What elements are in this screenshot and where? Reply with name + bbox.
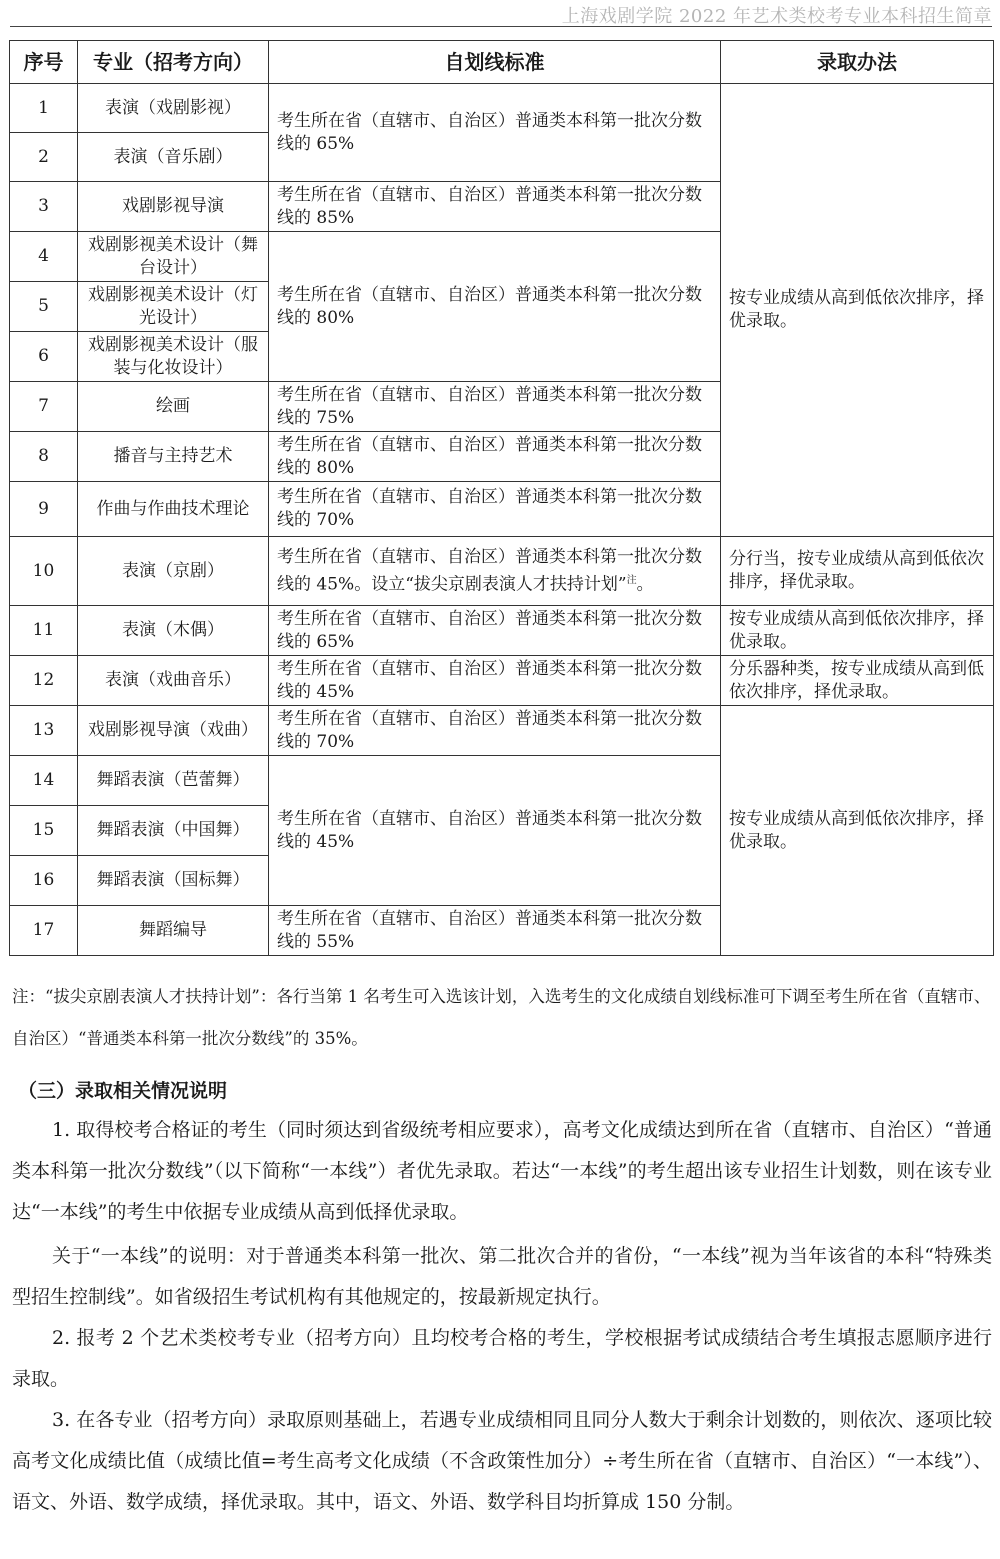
score-standard: 考生所在省（直辖市、自治区）普通类本科第一批次分数线的 70%: [269, 706, 721, 756]
header-standard: 自划线标准: [269, 41, 721, 84]
footnote-mark: 注: [626, 574, 637, 586]
admission-method: 按专业成绩从高到低依次排序，择优录取。: [721, 706, 994, 956]
table-row: [10, 84, 994, 133]
row-number: 11: [10, 606, 78, 656]
score-standard: 考生所在省（直辖市、自治区）普通类本科第一批次分数线的 45%: [269, 656, 721, 706]
major-name: 表演（京剧）: [78, 537, 269, 606]
header-method: 录取办法: [721, 41, 994, 84]
admission-method: 按专业成绩从高到低依次排序，择优录取。: [721, 606, 994, 656]
major-name: 戏剧影视美术设计（服装与化妆设计）: [78, 332, 269, 382]
score-standard: 考生所在省（直辖市、自治区）普通类本科第一批次分数线的 80%: [269, 432, 721, 482]
table-row: [10, 706, 994, 756]
header-no: 序号: [10, 41, 78, 84]
major-name: 戏剧影视导演（戏曲）: [78, 706, 269, 756]
major-name: 作曲与作曲技术理论: [78, 482, 269, 537]
row-number: 14: [10, 756, 78, 806]
major-name: 表演（音乐剧）: [78, 133, 269, 182]
table-row: [10, 537, 994, 606]
admission-method: 分行当，按专业成绩从高到低依次排序，择优录取。: [721, 537, 994, 606]
row-number: 4: [10, 232, 78, 282]
score-standard: 考生所在省（直辖市、自治区）普通类本科第一批次分数线的 65%: [269, 84, 721, 182]
major-name: 舞蹈表演（国标舞）: [78, 856, 269, 906]
admission-method: 分乐器种类，按专业成绩从高到低依次排序，择优录取。: [721, 656, 994, 706]
major-name: 绘画: [78, 382, 269, 432]
row-number: 10: [10, 537, 78, 606]
major-name: 舞蹈编导: [78, 906, 269, 956]
paragraph-rule-3: 3. 在各专业（招考方向）录取原则基础上，若遇专业成绩相同且同分人数大于剩余计划数的，则依次、逐项比较高考文化成绩比值（成绩比值=考生高考文化成绩（不含政策性加分）÷考生所在省（直辖市、自治区）“一本线”）、语文、外语、数学成绩，择优录取。其中，语文、外语、数学科目均折算成 150 分制。: [12, 1409, 992, 1513]
row-number: 3: [10, 182, 78, 232]
paragraph-rule-1: 1. 取得校考合格证的考生（同时须达到省级统考相应要求），高考文化成绩达到所在省（直辖市、自治区）“普通类本科第一批次分数线”（以下简称“一本线”）者优先录取。若达“一本线”的考生超出该专业招生计划数，则在该专业达“一本线”的考生中依据专业成绩从高到低择优录取。: [12, 1119, 992, 1223]
header-divider: [10, 26, 992, 27]
score-standard: 考生所在省（直辖市、自治区）普通类本科第一批次分数线的 80%: [269, 232, 721, 382]
row-number: 16: [10, 856, 78, 906]
major-name: 戏剧影视导演: [78, 182, 269, 232]
paragraph-rule-2: 2. 报考 2 个艺术类校考专业（招考方向）且均校考合格的考生，学校根据考试成绩结合考生填报志愿顺序进行录取。: [12, 1327, 992, 1390]
admission-table: [9, 40, 994, 956]
row-number: 17: [10, 906, 78, 956]
score-standard: 考生所在省（直辖市、自治区）普通类本科第一批次分数线的 45%: [269, 756, 721, 906]
table-row: [10, 606, 994, 656]
major-name: 戏剧影视美术设计（灯光设计）: [78, 282, 269, 332]
row-number: 6: [10, 332, 78, 382]
major-name: 表演（木偶）: [78, 606, 269, 656]
admission-method: 按专业成绩从高到低依次排序，择优录取。: [721, 84, 994, 537]
page-header: 上海戏剧学院 2022 年艺术类校考专业本科招生简章: [561, 6, 992, 27]
major-name: 戏剧影视美术设计（舞台设计）: [78, 232, 269, 282]
row-number: 5: [10, 282, 78, 332]
score-standard: 考生所在省（直辖市、自治区）普通类本科第一批次分数线的 65%: [269, 606, 721, 656]
major-name: 舞蹈表演（中国舞）: [78, 806, 269, 856]
score-standard: 考生所在省（直辖市、自治区）普通类本科第一批次分数线的 75%: [269, 382, 721, 432]
row-number: 2: [10, 133, 78, 182]
row-number: 9: [10, 482, 78, 537]
table-footnote: 注：“拔尖京剧表演人才扶持计划”：各行当第 1 名考生可入选该计划，入选考生的文化成绩自划线标准可下调至考生所在省（直辖市、自治区）“普通类本科第一批次分数线”的 35%。: [12, 987, 991, 1048]
score-standard: [269, 537, 721, 606]
score-standard: 考生所在省（直辖市、自治区）普通类本科第一批次分数线的 55%: [269, 906, 721, 956]
row-number: 1: [10, 84, 78, 133]
section-heading: （三）录取相关情况说明: [18, 1080, 228, 1102]
row-number: 13: [10, 706, 78, 756]
row-number: 8: [10, 432, 78, 482]
major-name: 播音与主持艺术: [78, 432, 269, 482]
major-name: 舞蹈表演（芭蕾舞）: [78, 756, 269, 806]
standard-text-end: 。: [636, 574, 654, 595]
row-number: 15: [10, 806, 78, 856]
major-name: 表演（戏曲音乐）: [78, 656, 269, 706]
standard-text: 考生所在省（直辖市、自治区）普通类本科第一批次分数线的 45%。设立“拔尖京剧表演人才扶持计划”: [277, 546, 702, 595]
row-number: 12: [10, 656, 78, 706]
table-row: [10, 656, 994, 706]
paragraph-first-tier-note: 关于“一本线”的说明：对于普通类本科第一批次、第二批次合并的省份，“一本线”视为当年该省的本科“特殊类型招生控制线”。如省级招生考试机构有其他规定的，按最新规定执行。: [12, 1245, 992, 1308]
score-standard: 考生所在省（直辖市、自治区）普通类本科第一批次分数线的 70%: [269, 482, 721, 537]
major-name: 表演（戏剧影视）: [78, 84, 269, 133]
header-major: 专业（招考方向）: [78, 41, 269, 84]
table-header-row: [10, 41, 994, 84]
score-standard: 考生所在省（直辖市、自治区）普通类本科第一批次分数线的 85%: [269, 182, 721, 232]
row-number: 7: [10, 382, 78, 432]
